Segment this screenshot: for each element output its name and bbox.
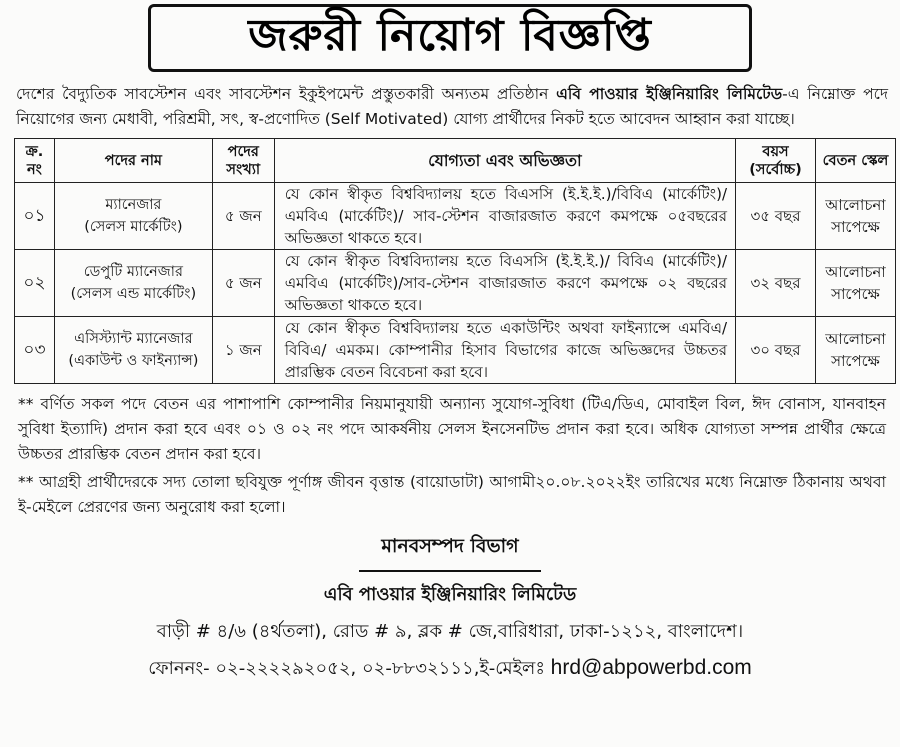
salary-line-1: আলোচনা — [825, 196, 886, 214]
table-row — [15, 183, 896, 250]
post-title: ডেপুটি ম্যানেজার — [83, 264, 183, 280]
post-department: (একাউন্ট ও ফাইন্যান্স) — [68, 353, 199, 369]
row-sl: ০১ — [15, 183, 55, 250]
footer-email: hrd@abpowerbd.com — [550, 656, 752, 679]
jobs-table — [14, 138, 896, 384]
row-post — [54, 317, 212, 384]
row-qualification: যে কোন স্বীকৃত বিশ্ববিদ্যালয় হতে বিএসসি (ই.ই.ই.)/বিবিএ (মার্কেটিং)/ এমবিএ (মার্কেটিং)/ সাব-স্টেশন বাজারজাত করণে কমপক্ষে ০৫বছরের অভিজ্ঞতা থাকতে হবে। — [274, 183, 735, 250]
post-title: ম্যানেজার — [105, 197, 162, 213]
intro-paragraph — [16, 82, 888, 132]
post-department: (সেলস এন্ড মার্কেটিং) — [70, 286, 197, 302]
footer-contact — [8, 654, 892, 685]
row-age: ৩২ বছর — [736, 250, 816, 317]
salary-line-2: সাপেক্ষে — [831, 285, 880, 303]
note-benefits: ** বর্ণিত সকল পদে বেতন এর পাশাপাশি কোম্পানীর নিয়মানুযায়ী অন্যান্য সুযোগ-সুবিধা (টিএ/ডিএ, মোবাইল বিল, ঈদ বোনাস, যানবাহন সুবিধা ইত্যাদি) প্রদান করা হবে এবং ০১ ও ০২ নং পদে আকর্ষনীয় সেলস ইনসেনটিভ প্রদান করা হবে। অধিক যোগ্যতা সম্পন্ন প্রার্থীর ক্ষেত্রে উচ্চতর প্রারম্ভিক বেতন প্রদান করা হবে। — [18, 395, 886, 463]
intro-company-name: এবি পাওয়ার ইঞ্জিনিয়ারিং লিমিটেড — [556, 85, 783, 103]
header-count: পদের সংখ্যা — [212, 139, 274, 183]
row-salary — [816, 317, 896, 384]
table-header-row — [15, 139, 896, 183]
row-qualification: যে কোন স্বীকৃত বিশ্ববিদ্যালয় হতে বিএসসি (ই.ই.ই.)/ বিবিএ (মার্কেটিং)/এমবিএ (মার্কেটিং)/সাব-স্টেশন বাজারজাত করণে কমপক্ষে ০২ বছরের অভিজ্ঞতা থাকতে হবে। — [274, 250, 735, 317]
header-age: বয়স (সর্বোচ্চ) — [736, 139, 816, 183]
table-row — [15, 317, 896, 384]
footer-phone: ফোননং- ০২-২২২২৯২০৫২, ০২-৮৮৩২১১১,ই-মেইলঃ — [148, 658, 545, 679]
post-title: এসিস্ট্যান্ট ম্যানেজার — [74, 331, 193, 347]
notes-section — [18, 392, 886, 520]
salary-line-1: আলোচনা — [825, 330, 886, 348]
row-salary — [816, 250, 896, 317]
row-age: ৩০ বছর — [736, 317, 816, 384]
header-salary: বেতন স্কেল — [816, 139, 896, 183]
footer-address: বাড়ী # ৪/৬ (৪র্থতলা), রোড # ৯, ব্লক # জে,বারিধারা, ঢাকা-১২১২, বাংলাদেশ। — [156, 621, 744, 642]
department-name: মানবসম্পদ বিভাগ — [359, 528, 540, 572]
table-row — [15, 250, 896, 317]
salary-line-2: সাপেক্ষে — [831, 218, 880, 236]
row-post — [54, 250, 212, 317]
header-sl: ক্র. নং — [15, 139, 55, 183]
row-age: ৩৫ বছর — [736, 183, 816, 250]
footer-company-name: এবি পাওয়ার ইঞ্জিনিয়ারিং লিমিটেড — [323, 584, 577, 605]
intro-text-2: -এ নিম্নোক্ত পদে নিয়োগের জন্য মেধাবী, পরিশ্রমী, সৎ, স্ব-প্রণোদিত (Self Motivated) যোগ্য প্রার্থীদের নিকট হতে আবেদন আহ্বান করা যাচ্ছে। — [16, 85, 888, 128]
header-qualification: যোগ্যতা এবং অভিজ্ঞতা — [274, 139, 735, 183]
row-count: ৫ জন — [212, 250, 274, 317]
row-sl: ০২ — [15, 250, 55, 317]
header-post: পদের নাম — [54, 139, 212, 183]
row-post — [54, 183, 212, 250]
row-count: ৫ জন — [212, 183, 274, 250]
row-count: ১ জন — [212, 317, 274, 384]
row-sl: ০৩ — [15, 317, 55, 384]
department-block — [8, 528, 892, 572]
page-title: জরুরী নিয়োগ বিজ্ঞপ্তি — [148, 4, 752, 72]
intro-text-1: দেশের বৈদ্যুতিক সাবস্টেশন এবং সাবস্টেশন ইকুইপমেন্ট প্রস্তুতকারী অন্যতম প্রতিষ্ঠান — [16, 85, 557, 103]
note-application: ** আগ্রহী প্রার্থীদেরকে সদ্য তোলা ছবিযুক্ত পূর্ণাঙ্গ জীবন বৃত্তান্ত (বায়োডাটা) আগামী২০.০৮.২০২২ইং তারিখের মধ্যে নিম্নোক্ত ঠিকানায় অথবা ই-মেইলে প্রেরণের জন্য অনুরোধ করা হলো। — [18, 473, 886, 516]
salary-line-1: আলোচনা — [825, 263, 886, 281]
post-department: (সেলস মার্কেটিং) — [84, 219, 183, 235]
row-qualification: যে কোন স্বীকৃত বিশ্ববিদ্যালয় হতে একাউন্টিং অথবা ফাইন্যান্সে এমবিএ/ বিবিএ/ এমকম। কোম্পানীর হিসাব বিভাগের কাজে অভিজ্ঞদের উচ্চতর প্রারম্ভিক বেতন বিবেচনা করা হবে। — [274, 317, 735, 384]
salary-line-2: সাপেক্ষে — [831, 352, 880, 370]
row-salary — [816, 183, 896, 250]
